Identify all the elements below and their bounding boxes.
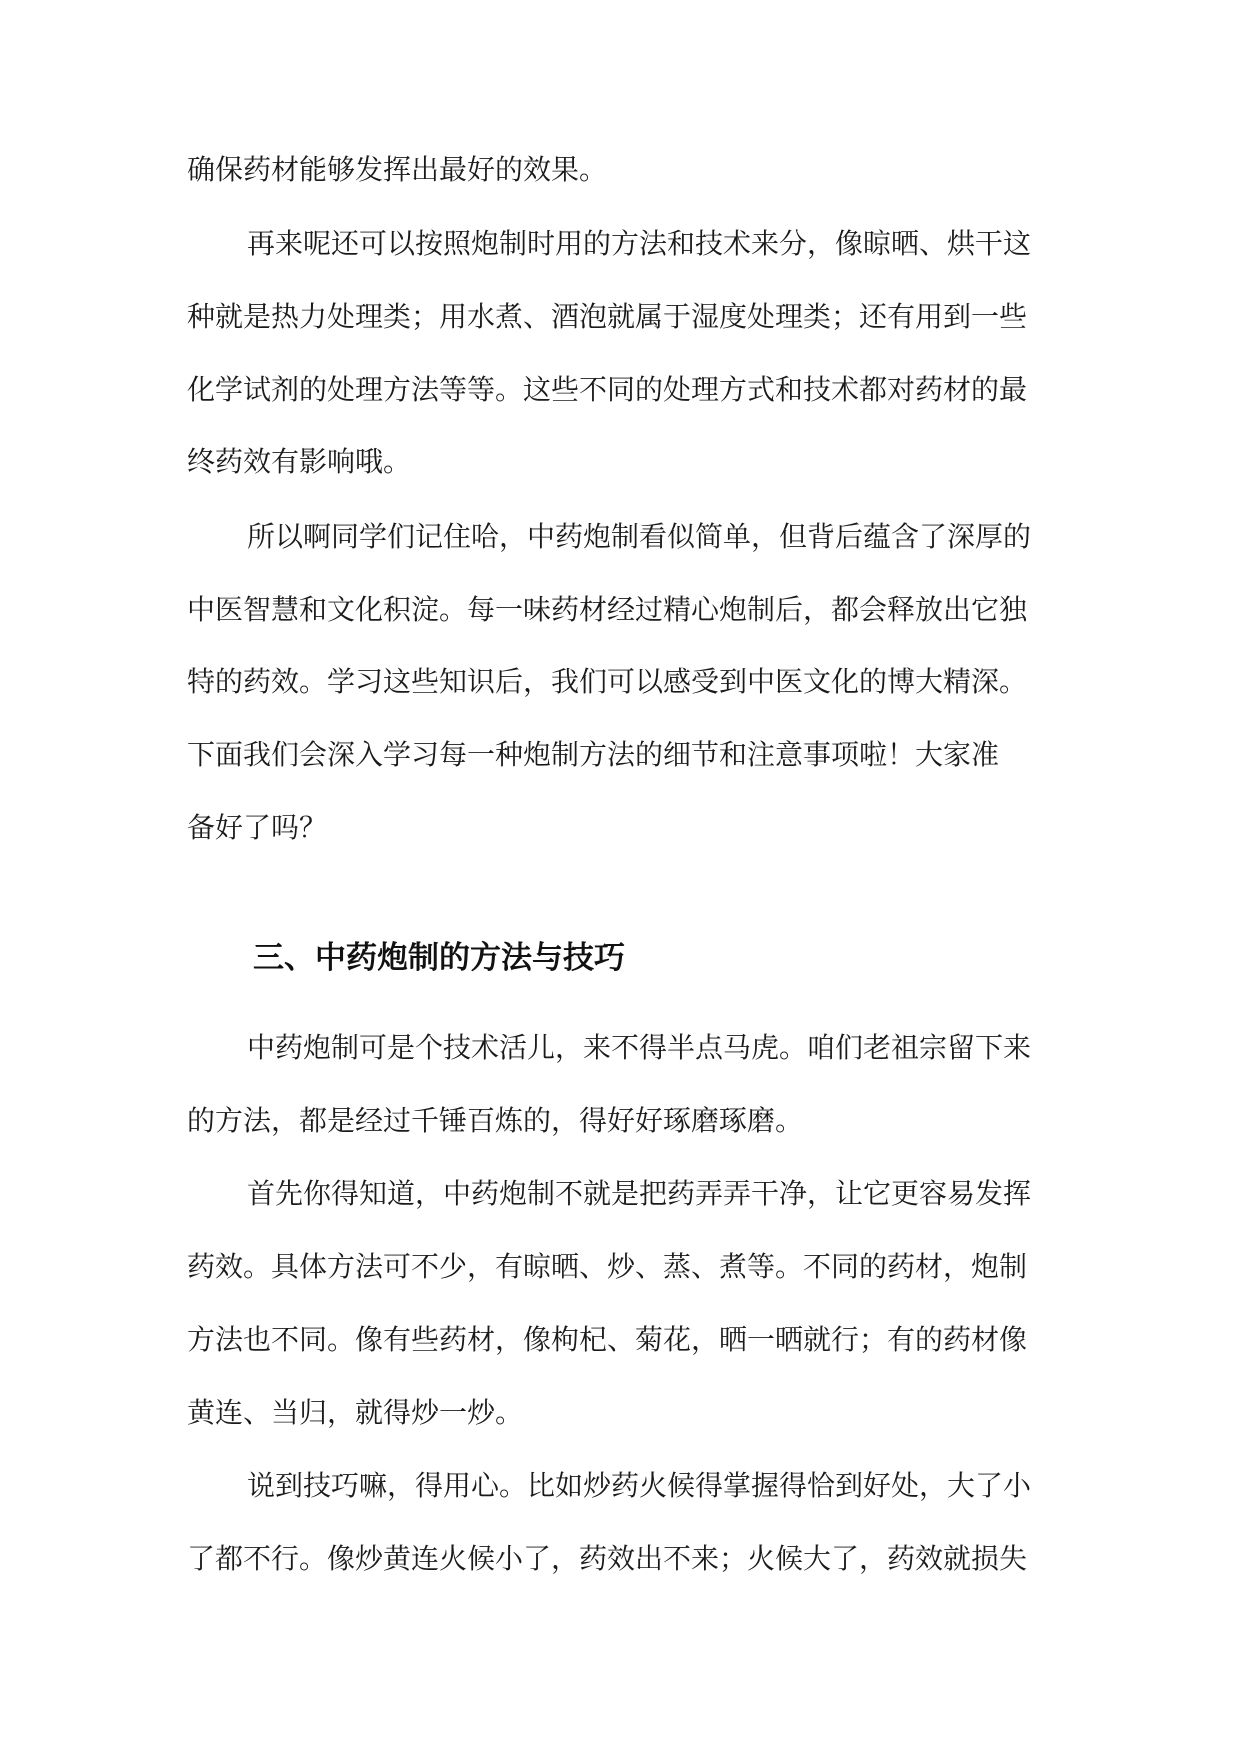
- paragraph-first-line: 再来呢还可以按照炮制时用的方法和技术来分，像晾晒、烘干这: [247, 227, 1032, 260]
- paragraph-first-line: 中药炮制可是个技术活儿，来不得半点马虎。咱们老祖宗留下来: [247, 1031, 1032, 1064]
- text-line: 下面我们会深入学习每一种炮制方法的细节和注意事项啦！大家准: [187, 738, 1000, 771]
- text-line: 中医智慧和文化积淀。每一味药材经过精心炮制后，都会释放出它独: [187, 593, 1028, 626]
- text-line: 确保药材能够发挥出最好的效果。: [187, 153, 608, 186]
- text-line: 备好了吗？: [187, 811, 328, 844]
- text-line: 药效。具体方法可不少，有晾晒、炒、蒸、煮等。不同的药材，炮制: [187, 1250, 1028, 1283]
- text-line: 特的药效。学习这些知识后，我们可以感受到中医文化的博大精深。: [187, 665, 1028, 698]
- paragraph-first-line: 所以啊同学们记住哈，中药炮制看似简单，但背后蕴含了深厚的: [247, 520, 1032, 553]
- text-line: 了都不行。像炒黄连火候小了，药效出不来；火候大了，药效就损失: [187, 1542, 1028, 1575]
- text-line: 方法也不同。像有些药材，像枸杞、菊花，晒一晒就行；有的药材像: [187, 1323, 1028, 1356]
- section-heading: 三、中药炮制的方法与技巧: [253, 940, 625, 976]
- text-line: 终药效有影响哦。: [187, 445, 412, 478]
- text-line: 化学试剂的处理方法等等。这些不同的处理方式和技术都对药材的最: [187, 373, 1028, 406]
- paragraph-first-line: 首先你得知道，中药炮制不就是把药弄弄干净，让它更容易发挥: [247, 1177, 1032, 1210]
- text-line: 的方法，都是经过千锤百炼的，得好好琢磨琢磨。: [187, 1104, 804, 1137]
- text-line: 黄连、当归，就得炒一炒。: [187, 1396, 524, 1429]
- paragraph-first-line: 说到技巧嘛，得用心。比如炒药火候得掌握得恰到好处，大了小: [247, 1469, 1032, 1502]
- text-line: 种就是热力处理类；用水煮、酒泡就属于湿度处理类；还有用到一些: [187, 300, 1028, 333]
